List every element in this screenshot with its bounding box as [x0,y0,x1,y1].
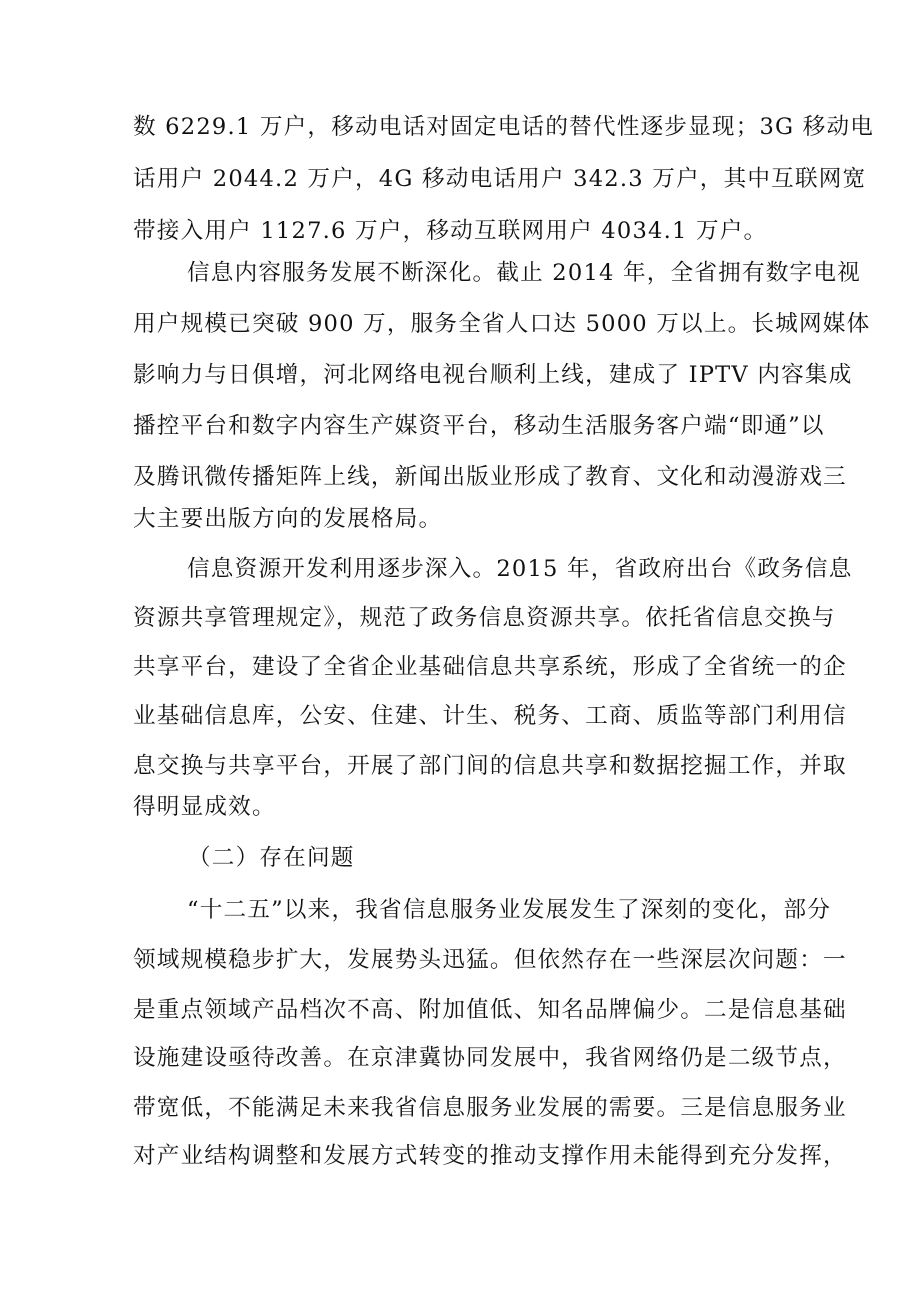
text-line: 话用户 2044.2 万户，4G 移动电话用户 342.3 万户，其中互联网宽 [133,166,867,192]
text-line: 数 6229.1 万户，移动电话对固定电话的替代性逐步显现；3G 移动电 [133,114,875,140]
text-line: 息交换与共享平台，开展了部门间的信息共享和数据挖掘工作，并取 [133,753,847,779]
text-line: 及腾讯微传播矩阵上线，新闻出版业形成了教育、文化和动漫游戏三 [133,464,847,490]
text-line: 资源共享管理规定》，规范了政务信息资源共享。依托省信息交换与 [133,605,836,631]
text-line: 领域规模稳步扩大，发展势头迅猛。但依然存在一些深层次问题：一 [133,947,847,973]
text-line: 大主要出版方向的发展格局。 [133,506,443,532]
text-line: 影响力与日俱增，河北网络电视台顺利上线，建成了 IPTV 内容集成 [133,362,853,388]
text-line: 播控平台和数字内容生产媒资平台，移动生活服务客户端“即通”以 [133,413,825,439]
paragraph-first-line: “十二五”以来，我省信息服务业发展发生了深刻的变化，部分 [187,897,832,923]
text-line: 带宽低，不能满足未来我省信息服务业发展的需要。三是信息服务业 [133,1095,847,1121]
paragraph-first-line: 信息内容服务发展不断深化。截止 2014 年，全省拥有数字电视 [187,260,861,286]
text-line: 得明显成效。 [133,794,276,820]
text-line: 共享平台，建设了全省企业基础信息共享系统，形成了全省统一的企 [133,654,847,680]
text-line: 带接入用户 1127.6 万户，移动互联网用户 4034.1 万户。 [133,218,768,244]
text-line: 业基础信息库，公安、住建、计生、税务、工商、质监等部门利用信 [133,703,847,729]
paragraph-first-line: 信息资源开发利用逐步深入。2015 年，省政府出台《政务信息 [187,556,853,582]
text-line: 对产业结构调整和发展方式转变的推动支撑作用未能得到充分发挥， [133,1143,847,1169]
text-line: 设施建设亟待改善。在京津冀协同发展中，我省网络仍是二级节点， [133,1045,847,1071]
text-line: 是重点领域产品档次不高、附加值低、知名品牌偏少。二是信息基础 [133,997,847,1023]
section-heading: （二）存在问题 [188,845,355,871]
text-line: 用户规模已突破 900 万，服务全省人口达 5000 万以上。长城网媒体 [133,311,871,337]
